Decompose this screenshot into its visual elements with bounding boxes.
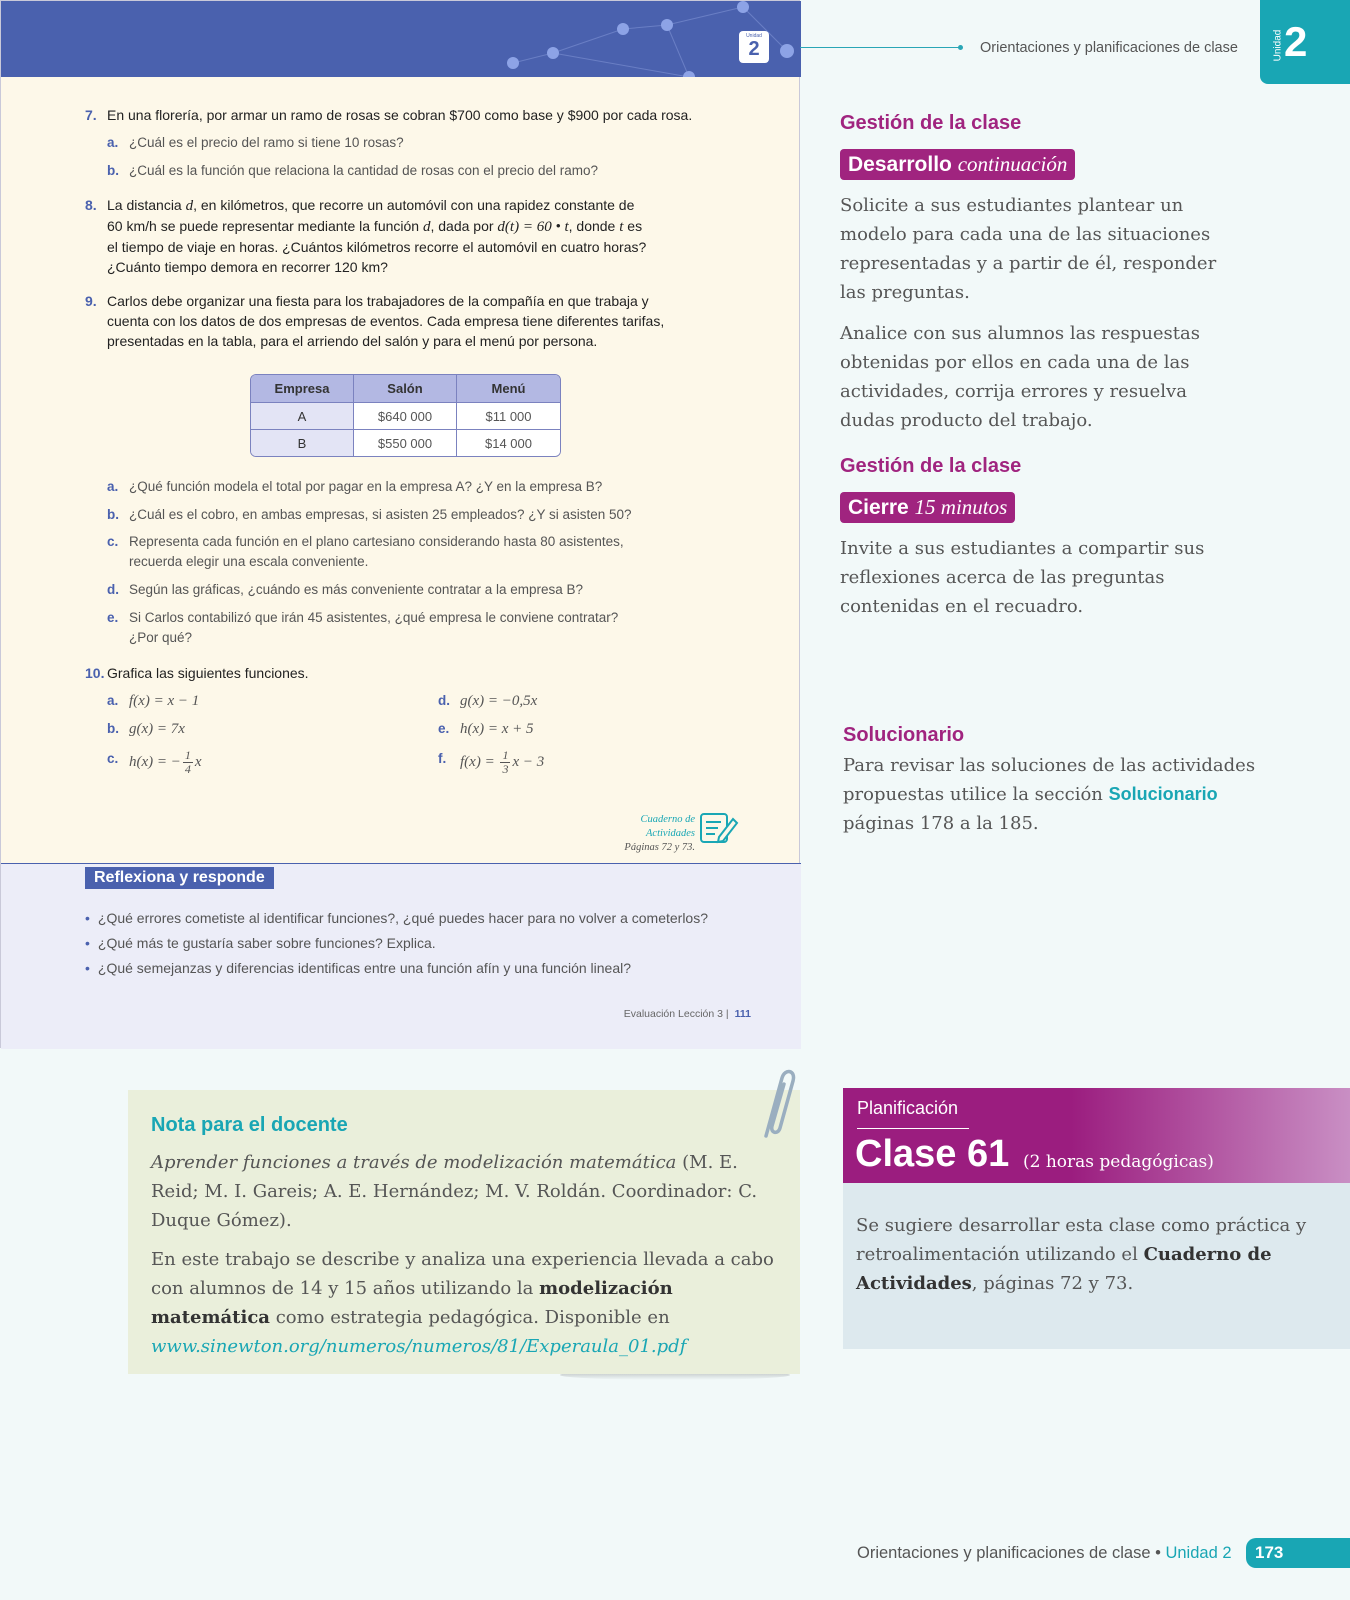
- function-f: f. f(x) = $\frac{1}{3}$ x − 3: [438, 748, 545, 776]
- paperclip-icon: [752, 1066, 796, 1142]
- table-cell: $14 000: [457, 429, 560, 456]
- question-10: 10. Grafica las siguientes funciones.: [85, 665, 309, 681]
- table-header: Salón: [354, 375, 457, 402]
- function-b: b. g(x) = 7x: [107, 721, 185, 737]
- network-decoration: [1, 1, 801, 77]
- function-d: d. g(x) = −0,5x: [438, 693, 538, 709]
- list-item: • ¿Qué semejanzas y diferencias identificas entre una función afín y una función lineal?: [85, 956, 708, 981]
- page-footer-text: Orientaciones y planificaciones de clase • Unidad 2: [857, 1544, 1232, 1562]
- header-rule: [800, 47, 960, 48]
- planning-header: [843, 1088, 1350, 1183]
- question-8: 8. La distancia d, en kilómetros, que recorre un automóvil con una rapidez constante de 60 km/h se puede representar mediante la función d, dada por d(t) = 60 • t, donde t es el tiempo de viaje en horas. ¿Cuántos kilómetros recorre el automóvil en cuatro horas? ¿Cuánto tiempo demora en recorrer 120 km?: [85, 197, 647, 275]
- planning-body: [843, 1183, 1350, 1349]
- function-e: e. h(x) = x + 5: [438, 721, 534, 737]
- unit-tab: Unidad 2: [1260, 0, 1350, 84]
- fraction: $\frac{1}{4}$: [184, 748, 191, 776]
- question-9a: a. ¿Qué función modela el total por pagar en la empresa A? ¿Y en la empresa B?: [107, 479, 603, 494]
- question-9c: c. Representa cada función en el plano cartesiano considerando hasta 80 asistentes, recuerda elegir una escala conveniente.: [107, 534, 624, 569]
- question-7a: a. ¿Cuál es el precio del ramo si tiene 10 rosas?: [107, 135, 404, 150]
- note-title: Nota para el docente: [151, 1114, 348, 1136]
- solucionario-text: Para revisar las soluciones de las actividades propuestas utilice la sección Solucionario páginas 178 a la 185.: [843, 755, 1256, 834]
- list-item: • ¿Qué más te gustaría saber sobre funciones? Explica.: [85, 931, 708, 956]
- table-row: [251, 402, 560, 429]
- solucionario-title: Solucionario: [843, 724, 965, 746]
- reflection-list: [85, 906, 708, 981]
- table-row: [251, 429, 560, 456]
- function-a: a. f(x) = x − 1: [107, 693, 200, 709]
- section-title-gestion: Gestión de la clase: [840, 112, 1022, 134]
- function-c: c. h(x) = − $\frac{1}{4}$ x: [107, 748, 202, 776]
- note-url-link[interactable]: www.sinewton.org/numeros/numeros/81/Experaula_01.pdf: [151, 1336, 687, 1357]
- planning-label: Planificación: [857, 1098, 959, 1118]
- table-cell: B: [251, 429, 354, 456]
- class-hours: (2 horas pedagógicas): [1023, 1152, 1214, 1172]
- question-9d: d. Según las gráficas, ¿cuándo es más conveniente contratar a la empresa B?: [107, 582, 584, 597]
- student-page-header: [1, 1, 801, 77]
- table-header-row: [251, 375, 560, 402]
- workbook-reference: Cuaderno de Actividades Páginas 72 y 73.: [624, 814, 695, 853]
- notebook-pencil-icon: [699, 811, 739, 845]
- list-item: • ¿Qué errores cometiste al identificar funciones?, ¿qué puedes hacer para no volver a cometerlos?: [85, 906, 708, 931]
- student-page-footer: Evaluación Lección 3 | 111: [623, 1008, 751, 1020]
- table-cell: $640 000: [354, 402, 457, 429]
- solucionario-link[interactable]: Solucionario: [1108, 784, 1218, 804]
- section-title-gestion: Gestión de la clase: [840, 455, 1022, 477]
- student-page: [0, 0, 800, 1048]
- gestion-paragraph: Solicite a sus estudiantes plantear un modelo para cada una de las situaciones representadas y a partir de él, responder las preguntas.: [840, 195, 1217, 303]
- note-reference: Aprender funciones a través de modelización matemática (M. E. Reid; M. I. Gareis; A. E. Hernández; M. V. Roldán. Coordinador: C. Duque Gómez).: [151, 1152, 758, 1231]
- reflection-title: Reflexiona y responde: [85, 867, 274, 889]
- phase-pill-cierre: Cierre 15 minutos: [840, 492, 1015, 523]
- reflection-box: [1, 863, 801, 1049]
- teacher-note: [128, 1090, 800, 1374]
- question-7b: b. ¿Cuál es la función que relaciona la cantidad de rosas con el precio del ramo?: [107, 163, 599, 178]
- question-9e: e. Si Carlos contabilizó que irán 45 asistentes, ¿qué empresa le conviene contratar? ¿Por qué?: [107, 610, 619, 645]
- page-number: 173: [1246, 1538, 1350, 1568]
- note-body: En este trabajo se describe y analiza una experiencia llevada a cabo con alumnos de 14 y 15 años utilizando la modelización matemática como estrategia pedagógica. Disponible en www.sinewton.org/numeros/numeros/81/Experaula_01.pdf: [151, 1249, 774, 1357]
- question-9b: b. ¿Cuál es el cobro, en ambas empresas, si asisten 25 empleados? ¿Y si asisten 50?: [107, 507, 632, 522]
- table-cell: $550 000: [354, 429, 457, 456]
- planning-text: Se sugiere desarrollar esta clase como práctica y retroalimentación utilizando el Cuaderno de Actividades, páginas 72 y 73.: [856, 1215, 1307, 1294]
- table-header: Empresa: [251, 375, 354, 402]
- question-9: 9. Carlos debe organizar una fiesta para los trabajadores de la compañía en que trabaja y cuenta con los datos de dos empresas de eventos. Cada empresa tiene diferentes tarifas, presentadas en la tabla, para el arriendo del salón y para el menú por persona.: [85, 293, 665, 349]
- unit-badge: Unidad 2: [739, 31, 769, 63]
- class-number: Clase 61: [855, 1133, 1010, 1175]
- table-cell: A: [251, 402, 354, 429]
- gestion-paragraph: Analice con sus alumnos las respuestas obtenidas por ellos en cada una de las actividades, corrija errores y resuelva dudas producto del trabajo.: [840, 323, 1200, 431]
- fraction: $\frac{1}{3}$: [502, 748, 509, 776]
- planning-rule: [857, 1128, 969, 1129]
- rates-table: [250, 374, 561, 457]
- gestion-paragraph: Invite a sus estudiantes a compartir sus reflexiones acerca de las preguntas contenidas en el recuadro.: [840, 538, 1205, 617]
- header-title: Orientaciones y planificaciones de clase: [980, 40, 1238, 56]
- table-header: Menú: [457, 375, 560, 402]
- question-7: 7. En una florería, por armar un ramo de rosas se cobran $700 como base y $900 por cada rosa.: [85, 107, 693, 123]
- table-cell: $11 000: [457, 402, 560, 429]
- phase-pill-desarrollo: Desarrollo continuación: [840, 149, 1075, 180]
- header-rule-dot: [958, 45, 963, 50]
